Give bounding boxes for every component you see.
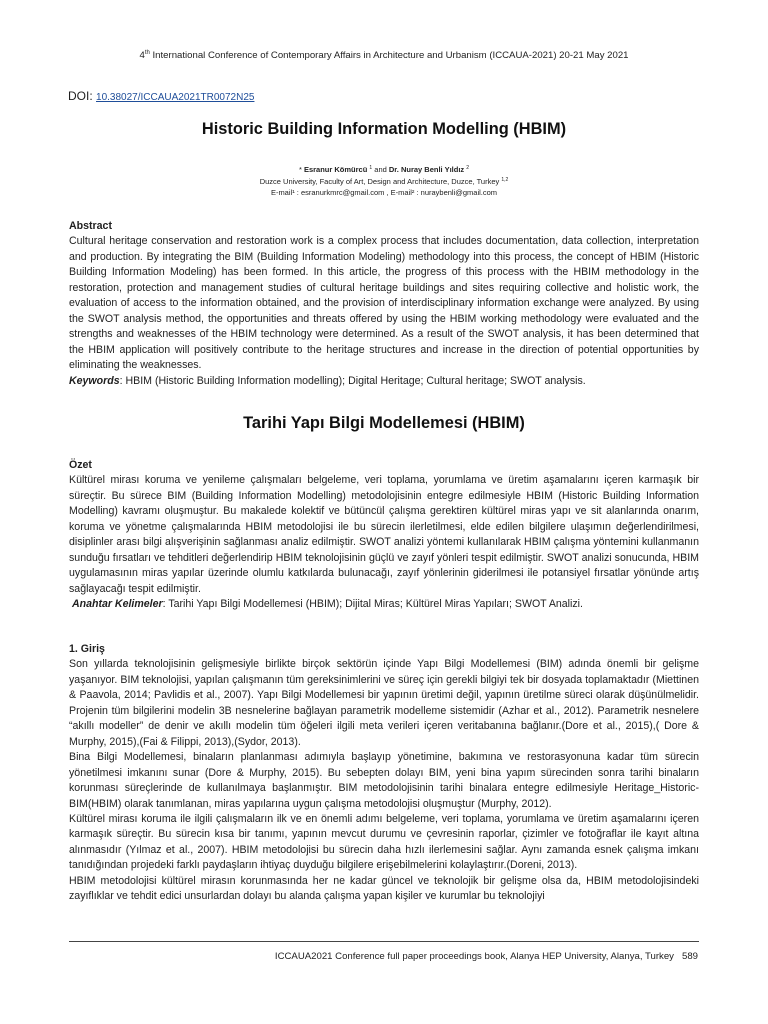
abstract-body: Cultural heritage conservation and restoration work is a complex process that includes documentation, data collection, interpretation and production. By integrating the BIM (Building Information Modeling) methodology into this process, the concept of HBIM (Historic Building Information Modeling) has been formed. In this article, the progress of this process with the HBIM methodology in the restoration, protection and management studies of cultural heritage buildings and sites requiring collective and holistic work, the evaluation of access to the information obtained, and the provision of interdisciplinary information exchange were analyzed. By using the SWOT analysis method, the opportunities and threats offered by using the HBIM working methodology were evaluated and the strengths and weaknesses of the HBIM technology were determined. As a result of the SWOT analysis, it has been determined that the HBIM application will positively contribute to the heritage structures and increase in the direction of potential opportunities by eliminating the weaknesses. (69, 235, 699, 372)
giris-paragraph-2: Bina Bilgi Modellemesi, binaların planlanması adımıyla başlayıp yönetimine, bakımına ve restorasyonuna kadar tüm sürecin yönetilmesi imkanını sunar (Dore & Murphy, 2015). Bu sebepten dolayı BIM, yeni bina yapım sürecinden sonra tarihi binaların korunması süreçlerinde de kullanılmaya başlanmıştır. BIM metodolojisinin tarihi binalara entegre edilmesiyle Heritage_Historic-BIM(HBIM) olarak tanımlanan, miras yapılarına uygun çalışma metodolojisi oluşmuştur (Murphy, 2012). (69, 751, 699, 810)
ozet-section (69, 458, 699, 613)
giris-heading: 1. Giriş (69, 643, 105, 655)
keywords-text: : HBIM (Historic Building Information modelling); Digital Heritage; Cultural heritage; SWOT analysis. (119, 374, 586, 387)
header-ordinal-suffix: th (144, 50, 150, 56)
running-footer (275, 951, 698, 962)
author-1: Esranur Kömürcü (303, 165, 368, 174)
affiliation-sup: 1,2 (501, 177, 509, 183)
author-and: and (372, 165, 389, 174)
paper-title-english: Historic Building Information Modelling (HBIM) (201, 120, 567, 138)
giris-paragraph-3: Kültürel mirası koruma ile ilgili çalışmaların ilk ve en önemli adımı belgeleme, veri toplama, yorumlama ve üretim aşamalarını içeren karmaşık süreçtir. Bu sürecin kısa bir tanımı, yapının mevcut durumu ve çevresinin raporlar, çizimler ve fotoğraflar ile kayıt altına alınmasıdır (Yılmaz et al., 2007). HBIM metodolojisi bu sürecin daha hızlı ilerlemesini sağlar. Aynı zamanda esnek çalışma imkanı tanıdığından projedeki farklı paydaşların ihtiyaç duyduğu bilgilere erişebilmelerini kolaylaştırır.(Doreni, 2013). (69, 812, 699, 872)
header-ordinal: 4 (139, 50, 145, 61)
page-number: 589 (681, 951, 698, 962)
author-2: Dr. Nuray Benli Yıldız (388, 165, 465, 174)
doi-line (68, 89, 254, 103)
footer-divider (69, 941, 699, 942)
anahtar-kelimeler-line (69, 597, 699, 612)
affiliation-text: Duzce University, Faculty of Art, Design and Architecture, Duzce, Turkey (259, 177, 500, 186)
abstract-section (69, 219, 699, 389)
ozet-heading: Özet (69, 459, 92, 471)
author-block (0, 163, 768, 198)
abstract-heading: Abstract (69, 220, 112, 232)
author-1-sup: 1 (369, 165, 373, 171)
footer-text: ICCAUA2021 Conference full paper proceedings book, Alanya HEP University, Alanya, Turkey (274, 951, 674, 962)
anahtar-kelimeler-text: : Tarihi Yapı Bilgi Modellemesi (HBIM); Dijital Miras; Kültürel Miras Yapıları; SWOT Analizi. (162, 598, 583, 611)
keywords-label: Keywords (69, 374, 120, 387)
giris-paragraph-1: Son yıllarda teknolojisinin gelişmesiyle birlikte birçok sektörün içinde Yapı Bilgi Modellemesi (BIM) adında önemli bir gelişme yaşanıyor. BIM teknolojisi, yapılan çalışmanın tüm gereksinimlerini ve süreç için gerekli bilgiyi tek bir dosyada toplamaktadır (Miettinen & Paavola, 2014; Pavlidis et al., 2007). Yapı Bilgi Modellemesi bir yapının üretimi değil, yapının üretilme süreci olarak düşünülmelidir. Projenin tüm bilgilerini modelin 3B nesnelerine bağlayan parametrik modelleme sistemidir (Azhar et al., 2012). Parametrik nesnelere “akıllı modeller” de denir ve akıllı modelin tüm öğeleri ilgili meta verileri içeren veritabanına bağlanır.(Dore et al., 2015),( Dore & Murphy, 2015),(Fai & Filippi, 2013),(Sydor, 2013). (69, 658, 699, 748)
doi-link[interactable]: 10.38027/ICCAUA2021TR0072N25 (96, 92, 255, 103)
anahtar-kelimeler-label: Anahtar Kelimeler (71, 598, 163, 611)
author-line (0, 163, 768, 175)
running-header (0, 50, 768, 61)
giris-paragraph-4: HBIM metodolojisi kültürel mirasın korunmasında her ne kadar güncel ve teknolojik bir gelişme olsa da, HBIM metodolojisindeki zayıflıklar ve tehdit edici unsurlardan dolayı bu alanda çalışma yapan kişiler ve kurumlar bu teknolojiyi (69, 874, 699, 903)
giris-section (69, 642, 699, 905)
ozet-body: Kültürel mirası koruma ve yenileme çalışmaları belgeleme, veri toplama, yorumlama ve üretim aşamalarını içeren karmaşık bir süreçtir. Bu sürece BIM (Building Information Modelling) metodolojisinin entegre edilmesiyle HBIM (Historic Building Information Modelling) kavramı oluşmuştur. Bu makalede kolektif ve bütüncül çalışma gerektiren kültürel miras yapı ve sit alanlarında onarım, koruma ve yönetme çalışmalarında HBIM metodolojisi ile bu sürecin ilerletilmesi, elde edilen bilgilere ulaşımın değerlendirilmesi, disiplinler arası bilgi alışverişinin sağlanması analiz edilmiştir. SWOT analizi yöntemi kullanılarak HBIM çalışma yöntemini kullanmanın sunduğu fırsatları ve tehditleri değerlendirip HBIM teknolojisinin güçlü ve zayıf yönleri tespit edilmiştir. SWOT analizi sonucunda, HBIM uygulamasının miras yapılar üzerinde olumlu katkılarda bulunacağı, zayıf yönlerinin giderilmesi ile potansiyel fırsatlar yönünde artış sağlayacağı tespit edilmiştir. (69, 474, 699, 595)
doi-label: DOI: (68, 89, 93, 103)
author-asterisk: * (298, 165, 304, 174)
email-line: E-mail¹ : esranurkmrc@gmail.com , E-mail² : nuraybenli@gmail.com (270, 188, 498, 197)
paper-title-turkish: Tarihi Yapı Bilgi Modellemesi (HBIM) (243, 414, 525, 432)
keywords-line (69, 374, 699, 389)
author-2-sup: 2 (466, 165, 470, 171)
affiliation (0, 175, 768, 187)
header-conference: International Conference of Contemporary Affairs in Architecture and Urbanism (ICCAUA-2021) 20-21 May 2021 (152, 50, 629, 61)
